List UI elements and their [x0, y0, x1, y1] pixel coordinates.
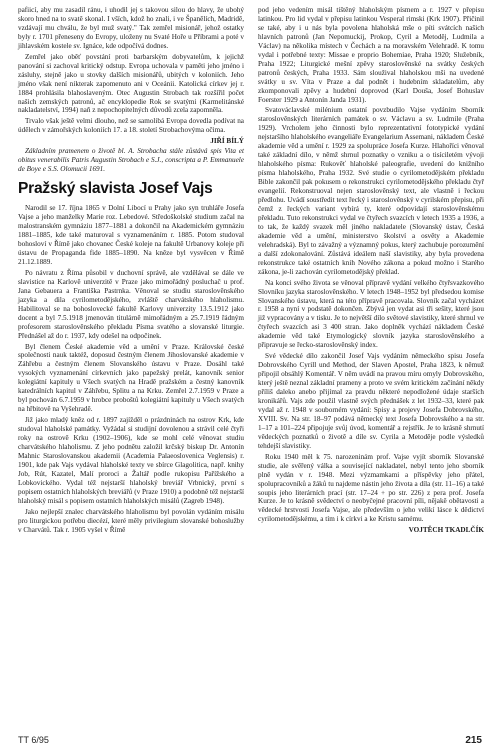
source-note: Základním pramenem o životě bl. A. Strobacha stále zůstává spis Vita et obitus venerabilis Patris Augustin Strobach e S.J., conscripta a P. Emmanuele de Boye e S.S. Olomucii 1691.: [18, 147, 244, 174]
author-signature: VOJTĚCH TKADLČÍK: [408, 526, 484, 535]
article-paragraph: Po návratu z Říma působil v duchovní správě, ale vzdělával se dále ve slavistice na Karlově univerzitě v Praze jako mimořádný posluchač u prof. Jana Gebauera a Františka Pastrnka. Věnoval se studiu staroslověnského jazyka a dila cyrilometodějského, zvláště charvátského hlaholismu. Habilitoval se na bohoslovecké fakultě Karlovy univerzity 13.5.1912 jako docent a byl 7.5.1918 jmenován titulárně mimořádným a 25.7.1919 řádným profesorem staroslověnského překladu Písma svatého a slovanské liturgie. Přednášel až do r. 1937, kdy odešel na odpočinek.: [18, 268, 244, 340]
intro-paragraph: Zemřel jako oběť povstání proti barbarským dobyvatelům, k jejichž panování si zachoval kritický odstup. Evropa uchovala v paměti jeho jméno i zásluhy, stejně jako u stovky dalších misionářů, ubitých v koloniích. Jeho jméno však není nikterak zapomenuto ani v Oceánii. Katolická církev jej r. 1884 prohlásila blahoslaveným. Otec Augustin Strobach tak rozšířil počet našich zemských patronů, ač encyklopedie Rok se svatými (Karmelitánské nakladatelství, 1994) naň z nepochopitelných důvodů zcela zapomněla.: [18, 52, 244, 115]
article-paragraph: Již jako mladý kněz od r. 1897 zajížděl o prázdninách na ostrov Krk, kde studoval hlaholské památky. Vyžádal si studijní dovolenou a strávil celé čtyři roky na ostrově Krku (1902–1906), kde se mohl celé věnovat studiu charvátského hlaholismu. Z jeho podnětu založil krčský biskup Dr. Antonín Mahnic Staroslovanskou akademii (Academia Palaeoslovenica Veglensis) r. 1901, kde pak Vajs vydával hlaholské texty ve sbírce Glagolitica, např. knihy Job, Rút, Kazatel, Malí proroci a Žaltář podle rukopisu Pařížského a Lobkovického. Vydal též nejstarší hlaholský breviář Vrbnický, první s popisem ostatních hlaholských breviářů (v Praze 1910) a podobně též nejstarší hlaholský misál s popisem ostatních hlaholských misálů (Zagreb 1948).: [18, 416, 244, 505]
page-number: 215: [465, 735, 482, 746]
magazine-page: [18, 6, 484, 726]
article-paragraph: Své vědecké dílo zakončil Josef Vajs vydáním německého spisu Josefa Dobrovského Cyrill und Method, der Slaven Apostel, Praha 1823, k němuž připojil obsáhlý Komentář. V něm uvádí na pravou míru omyly Dobrovského, který ještě neznal základní prameny a proto ve svém kritickém začínání někdy příliš daleko anebo přijímal za pravdu některé nepodložené údaje starších kronikářů. Vajs zde použil vlastně svých přednášek z let 1932–33, které pak vydal až r. 1948 v souborném vydání: Spisy a projevy Josefa Dobrovského, XVIII. Sv. Na str. 18–97 podává německý text Josefa Dobrovského a na str. 1–17 a 101–224 připojuje svůj úvod, komentář a rejstřík. Je to krásně shrnutí vědeckých poznatků o životě a díle sv. Cyrila a Metoděje podle výsledků tehdejší slavistiky.: [258, 352, 484, 450]
article-paragraph: Roku 1940 měl k 75. narozeninám prof. Vajse vyjít sborník Slovanské studie, ale svěřený válka a související nakladatel, nebyl tento jeho sborník plně vydán v r. 1948. Mezi výzmamkami a příspěvky jeho přátel, spolupracovníků a žáků tu najdeme nástin jeho života a díla (str. 11–16) a také soupis jeho literárních prací (str. 17–24 + po str. 226) z pera prof. Josefa Kurze. Je to krásně svědectví o neobyčejné pracovní píli, nějakě obětavosti a vědecké hrstvosti Josefa Vajse, ale především o jeho velikí lásce k dědictví cyrilometodějskému, a tím i k církvi a ke Kristu samému.: [258, 452, 484, 524]
issue-label: TT 6/95: [18, 735, 49, 745]
article-paragraph: pod jeho vedením misál tištěný hlaholským písmem a r. 1927 v přepisu latinkou. Pro lid vydal v přepisu latinkou Vesperal rimski (Krk 1907). Přičinil se také, aby i u nás byla povolena hlaholská mše o píti svátcích našich hlavních patronů (Jan Nepomuckij, Prokop, Cyril a Metoděj, Ludmila a Václav) na několika místech v Čechách a na moravském Velehradě. K tomu vydal i potřebné texty: Missae e proprio Bohemiae, Praha 1920; Služebník, Praha 1922; Liturgické mešní zpěvy staroslověnské na svátky českých patronů českých, Praha 1933. Sám sloužival hlaholskou mši na uvedené svátky u sv. Víta v Praze a dal podnět i hudebním skladatelům, aby zkomponovali zpěvy a hudební doprovod (Karl Douša, Josef Bohuslav Foerster 1929 a Antonín Janda 1931).: [258, 6, 484, 104]
article-paragraph: Narodil se 17. října 1865 v Dolní Libocí u Prahy jako syn truhláře Josefa Vajse a jeho manželky Marie roz. Lebedové. Středoškolské studium začal na malostranském gymnáziu 1877–1881 a dokončil na Akademickém gymnáziu 1881–1885, kde také maturoval s vyznamenáním r. 1885. Potom studoval bohosloví v Římě jako chovanec České koleje na fakultě Urbanovy koleje při ústavu de Propaganda fide 1885–1890. Na kněze byl vysvěcen v Římě 21.12.1889.: [18, 204, 244, 266]
intro-paragraph: Trvalo však ještě velmi dlouho, než se samolibá Evropa dovedla podívat na údělech v zámořských koloniích 17. a 18. století Strobachovýma očima.: [18, 117, 244, 135]
right-column: [258, 6, 484, 540]
article-paragraph: Jako nejlepší znalec charvátského hlaholismu byl povolán vydáním misálu pro liturgickou potřebu diecézí, které měly privilegium slovanské bohoslužby v Charvátů. Tak r. 1905 vyšel v Římě: [18, 507, 244, 534]
left-column: [18, 6, 244, 537]
article-title: Pražský slavista Josef Vajs: [18, 180, 213, 198]
page-footer: [14, 735, 486, 747]
author-signature: JIŘÍ BÍLÝ: [210, 137, 244, 146]
article-paragraph: Byl členem České akademie věd a umění v Praze. Královské české společnosti nauk taktéž, doposud čestným členem Jihoslovanské akademie v Záhřebu a čestným členem Slovanského ústavu v Praze. Dosáhl také vysokých vyznamenání církevních jako papežský prelát, kanovník senior kolegiátní kapituly u Všech svatých na Hradě pražském a čestný kanovník katedrálních kapitul v Záhřebu, Splitu a na Krku. Zemřel 2.7.1959 v Praze a byl pochován 6.7.1959 v hrobce proboštů kolegiátní kapituly u Všech svatých na hřbitově na Vyšehradě.: [18, 342, 244, 414]
article-paragraph: Svatováclavské milénium ostatní povzbudilo Vajse vydáním Sborník staroslověnských literárních památek o sv. Václavu a sv. Ludmile (Praha 1929). Vrcholem jeho činnosti bylo reprezentativní fototypické vydání nejstaršího hlaholského evangeliáře Evangelarium Assemani, nákladem České akademie věd a umění r. 1929 za spolupráce Josefa Kurze. Hlahoříci věnoval také základní dílo, v němž shrnul poznatky o vzniku a o tisíciletém vývoji hlaholského písma: Rukověť hlaholské paleografie, uvedení do knižního písma hlaholského, Praha 1932. Své studie o cyrilometodějském překladu Bible zakončil pak pokusem o rekonstrukci cyrilometodějského překladu čtyř evangelií. Rekonstruoval nejen staroslověnský text, ale vlastně i řeckou předlohu. Uvádí soustředit text řecký i staroslověnský v cyrilském přepisu, při čemž z řeckých variant vybírá ty, které odpovídají staroslověnskému překladu. Tuto rekonstrukci vydal ve čtyřech svazcích v letech 1935 a 1936, a to tak, že každý svazek měl jiného nakladatele (Slovanský ústav, Česká akademie věd a umění, ministerstvo školství a osvěty a Akademie velehradská). Byl to závažný a významný pokus, který zachubuje porozumění a další zdokonalování. Zůstává ideálem naší slavistiky, aby byla provedena rekonstrukce také ostatních knih Nového zákona a pokud možno i Starého zákona, je-li zachován cyrilometodějský překlad.: [258, 106, 484, 276]
intro-paragraph: pafiicí, aby mu zasadil ránu, i uhodil jej s takovou silou do hlavy, že ubohý skoro hned na to svatě skonal. I vších, kdož ho znali, i ve Španělích, Madridě, vzdávají mu chválu, že byl muž svatý." Tak zemřel misionář, jehož ostatky byly r. 1701 přeneseny do Evropy, uloženy nu Svaté Hoře u Příbrami a poté v jihlavském kostele sv. Ignáce, kde odpočívá dodnes.: [18, 6, 244, 50]
article-paragraph: Na konci svého života se věnoval přípravě vydání velkého čtyřsvazkového Slovníku jazyka staroslověnského. V letech 1948–1952 byl předsedou komise Slovanského ústavu, která na této přípravě pracovala. Slovník začal vycházet r. 1958 a nyní v podstatě dokončen. Zbývá jen vydat asi tři sešity, které jsou již vypracovány a v tisku. Je to největší dílo světové slavistiky, které shrnul ve čtyřech svazcích asi 3 400 stran. Jako doplněk vychází nákladem České akademie věd také Etymologický slovník jazyka staroslověnského a připravuje se řecko-staroslověnský index.: [258, 278, 484, 350]
